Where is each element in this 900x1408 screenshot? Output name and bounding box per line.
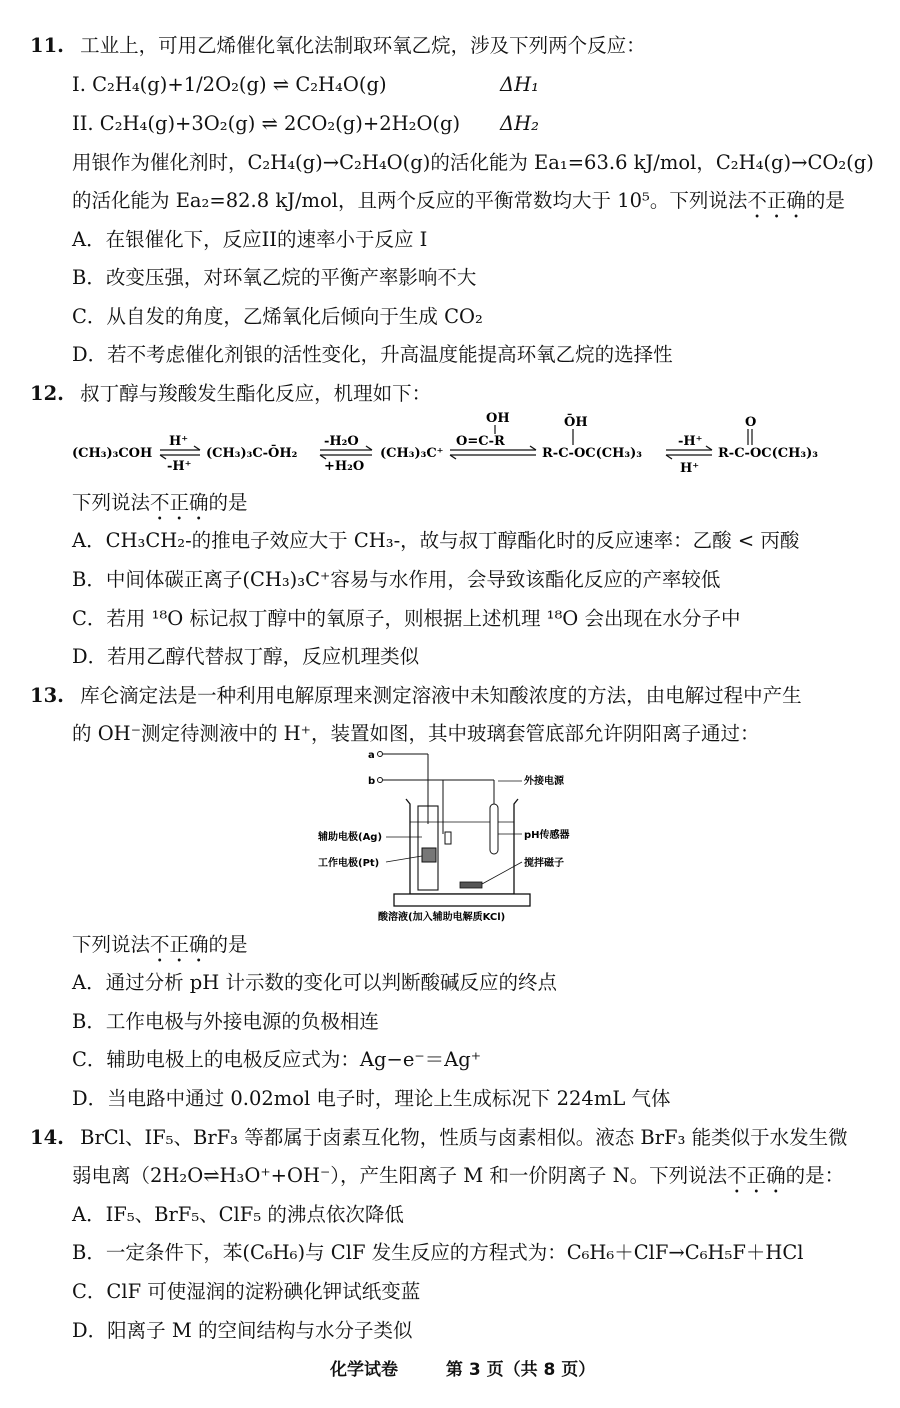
q12-emphasis: 不正确 (150, 491, 209, 514)
mech-arrow-4-bottom: H⁺ (680, 461, 700, 476)
q12-mechanism-diagram (72, 410, 852, 486)
q12-option-b: B．中间体碳正离子(CH₃)₃C⁺容易与水作用，会导致该酯化反应的产率较低 (72, 568, 721, 591)
q11-option-c: C．从自发的角度，乙烯氧化后倾向于生成 CO₂ (72, 305, 483, 328)
mech-arrow-1-bottom: -H⁺ (167, 459, 192, 474)
q11-reaction-1: I. C₂H₄(g)+1/2O₂(g) ⇌ C₂H₄O(g) (72, 73, 387, 96)
q13-ask-pre: 下列说法 (72, 933, 151, 956)
q13-ask (72, 932, 248, 967)
mech-arrow-4-top: -H⁺ (678, 434, 703, 449)
mech-arrow-1 (160, 434, 200, 474)
q13-number: 13. (30, 684, 64, 707)
work-electrode-label: 工作电极(Pt) (318, 858, 380, 869)
terminal-a-label: a (368, 750, 375, 761)
q12-stem-line (30, 381, 431, 407)
ph-sensor-label: pH传感器 (524, 830, 570, 841)
q11-line-4-post: 的是 (805, 189, 845, 212)
q11-option-a: A．在银催化下，反应II的速率小于反应 I (72, 228, 428, 251)
mech-arrow-1-top: H⁺ (169, 434, 189, 449)
q11-line-4 (72, 188, 845, 223)
q14-option-a: A．IF₅、BrF₅、ClF₅ 的沸点依次降低 (72, 1203, 404, 1226)
q13-ask-post: 的是 (208, 933, 248, 956)
q12-stem: 叔丁醇与羧酸发生酯化反应，机理如下： (80, 382, 432, 405)
q13-stem-2: 的 OH⁻测定待测液中的 H⁺，装置如图，其中玻璃套管底部允许阴阳离子通过： (72, 722, 760, 745)
mech-arrow-2-bottom: +H₂O (324, 459, 365, 474)
q12-number: 12. (30, 382, 64, 405)
q13-apparatus-figure (318, 744, 588, 924)
solution-label: 酸溶液(加入辅助电解质KCl) (378, 912, 506, 923)
q12-ask-pre: 下列说法 (72, 491, 151, 514)
mech-species-5: R-C-OC(CH₃)₃ (718, 446, 818, 461)
page-footer (330, 1357, 595, 1383)
q11-number: 11. (30, 34, 64, 57)
mech-species-2: (CH₃)₃C-ŌH₂ (206, 446, 298, 461)
mech-arrow-3-top: O=C-R (456, 434, 505, 449)
q12-ask-post: 的是 (208, 491, 248, 514)
q11-line-4-pre: 的活化能为 Ea₂=82.8 kJ/mol，且两个反应的平衡常数均大于 10⁵。下列说法 (72, 189, 748, 212)
mech-species-4-oh: ŌH (564, 415, 588, 430)
mech-arrow-3 (450, 411, 536, 459)
q13-option-a: A．通过分析 pH 计示数的变化可以判断酸碱反应的终点 (72, 971, 557, 994)
footer-page: 第 3 页（共 8 页） (445, 1360, 596, 1380)
q12-option-a: A．CH₃CH₂-的推电子效应大于 CH₃-，故与叔丁醇酯化时的反应速率：乙酸 < 丙酸 (72, 529, 800, 552)
q12-option-d: D．若用乙醇代替叔丁醇，反应机理类似 (72, 645, 420, 668)
q11-line-3: 用银作为催化剂时，C₂H₄(g)→C₂H₄O(g)的活化能为 Ea₁=63.6 kJ/mol，C₂H₄(g)→CO₂(g) (72, 151, 874, 174)
q11-stem: 工业上，可用乙烯催化氧化法制取环氧乙烷，涉及下列两个反应： (80, 34, 646, 57)
mech-arrow-2 (320, 434, 372, 474)
q13-option-c: C．辅助电极上的电极反应式为：Ag−e⁻＝Ag⁺ (72, 1048, 482, 1071)
mech-arrow-2-top: -H₂O (324, 434, 359, 449)
q14-stem-1: BrCl、IF₅、BrF₃ 等都属于卤素互化物，性质与卤素相似。液态 BrF₃ 能类似于水发生微 (80, 1126, 848, 1149)
q12-option-c: C．若用 ¹⁸O 标记叔丁醇中的氧原子，则根据上述机理 ¹⁸O 会出现在水分子中 (72, 607, 741, 630)
mech-arrow-4 (666, 434, 712, 476)
q14-option-b: B．一定条件下，苯(C₆H₆)与 ClF 发生反应的方程式为：C₆H₆＋ClF→C₆H₅F＋HCl (72, 1241, 804, 1264)
q11-reaction-2: II. C₂H₄(g)+3O₂(g) ⇌ 2CO₂(g)+2H₂O(g) (72, 112, 461, 135)
q14-emphasis: 不正确 (727, 1164, 786, 1187)
aux-electrode-label: 辅助电极(Ag) (318, 832, 383, 843)
q13-stem-1: 库仑滴定法是一种利用电解原理来测定溶液中未知酸浓度的方法，由电解过程中产生 (80, 684, 802, 707)
mech-species-1: (CH₃)₃COH (72, 446, 153, 461)
q13-option-d: D．当电路中通过 0.02mol 电子时，理论上生成标况下 224mL 气体 (72, 1087, 671, 1110)
q14-stem-line-2 (72, 1163, 844, 1198)
q14-stem-2-pre: 弱电离（2H₂O⇌H₃O⁺+OH⁻），产生阳离子 M 和一价阴离子 N。下列说法 (72, 1164, 728, 1187)
power-label: 外接电源 (524, 776, 564, 787)
q14-option-d: D．阳离子 M 的空间结构与水分子类似 (72, 1319, 413, 1342)
q11-stem-line (30, 33, 646, 59)
q11-option-d: D．若不考虑催化剂银的活性变化，升高温度能提高环氧乙烷的选择性 (72, 343, 673, 366)
mech-species-4: R-C-OC(CH₃)₃ (542, 446, 642, 461)
stir-bar-label: 搅拌磁子 (524, 858, 564, 869)
q14-number: 14. (30, 1126, 64, 1149)
q12-ask (72, 490, 248, 525)
q13-stem-line-1 (30, 683, 802, 709)
q13-option-b: B．工作电极与外接电源的负极相连 (72, 1010, 379, 1033)
q14-option-c: C．ClF 可使湿润的淀粉碘化钾试纸变蓝 (72, 1280, 421, 1303)
q11-reaction-2-dh: ΔH₂ (500, 112, 539, 135)
q14-stem-2-post: 的是： (785, 1164, 845, 1187)
q13-emphasis: 不正确 (150, 933, 209, 956)
mech-species-3: (CH₃)₃C⁺ (380, 446, 444, 461)
mech-arrow-3-oh: OH (486, 411, 510, 426)
footer-subject: 化学试卷 (330, 1360, 398, 1380)
terminal-b-label: b (368, 776, 376, 787)
q11-emphasis: 不正确 (747, 189, 806, 212)
q11-reaction-1-dh: ΔH₁ (500, 73, 539, 96)
mech-species-5-o: O (745, 415, 757, 430)
q14-stem-line-1 (30, 1125, 848, 1151)
q11-option-b: B．改变压强，对环氧乙烷的平衡产率影响不大 (72, 266, 477, 289)
